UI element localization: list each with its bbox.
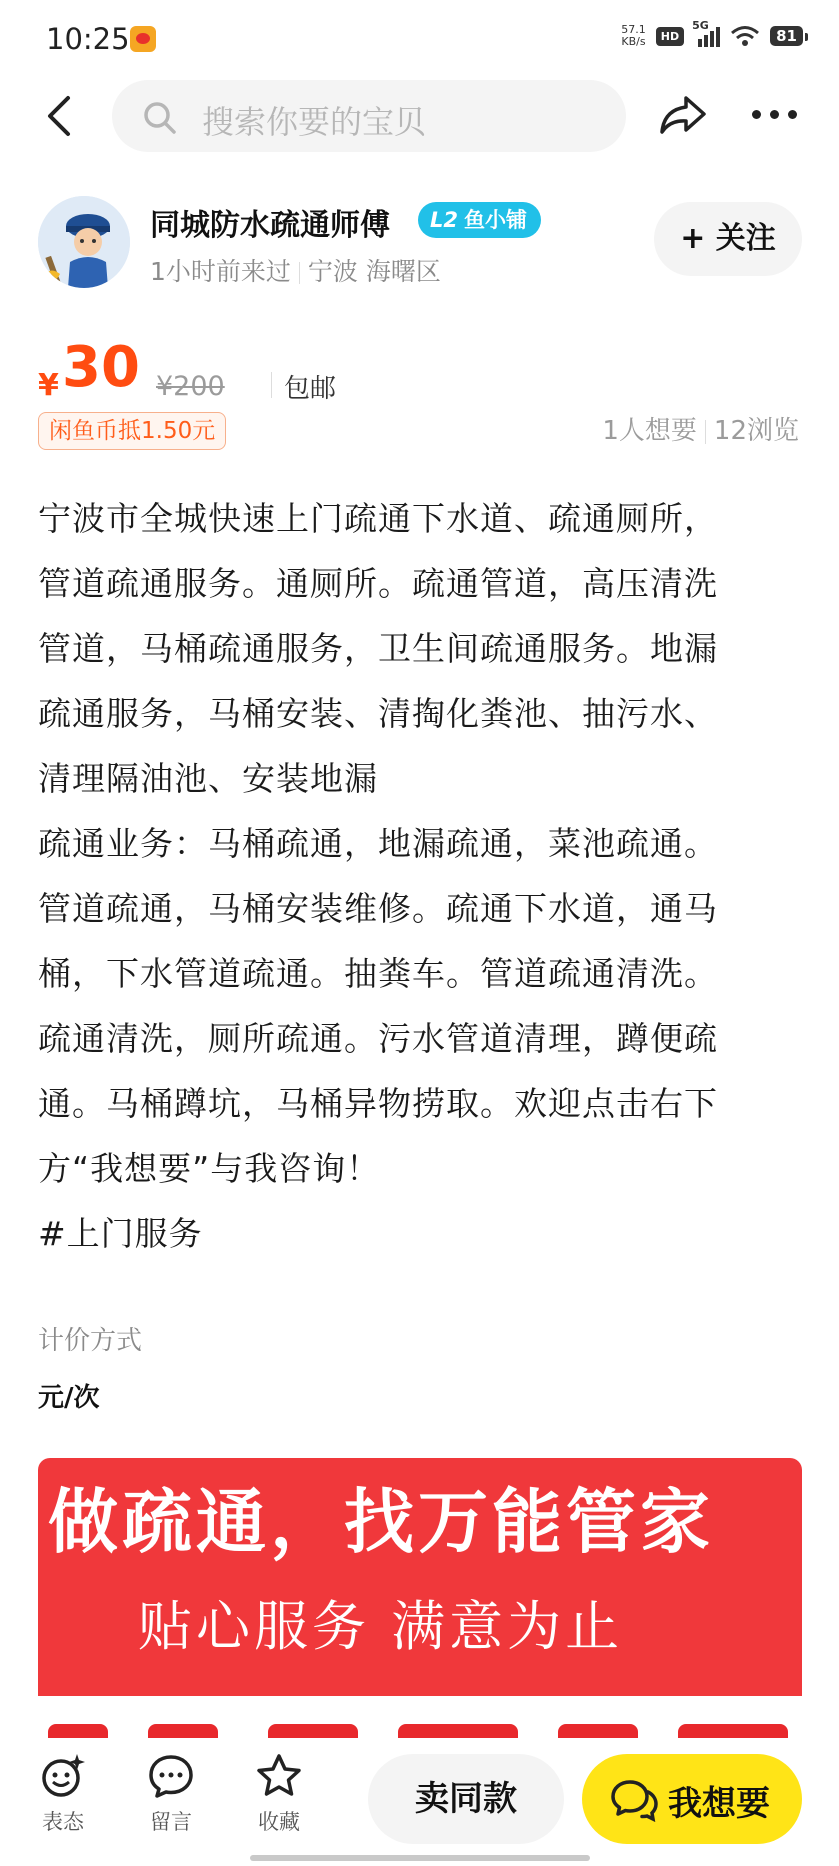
- favorite-button[interactable]: 收藏: [244, 1752, 314, 1836]
- item-description: 宁波市全城快速上门疏通下水道、疏通厕所， 管道疏通服务。通厕所。疏通管道，高压清洗 管道，马桶疏通服务，卫生间疏通服务。地漏 疏通服务，马桶安装、清掏化粪池、抽污水、 清理隔油池、安装地漏 疏通业务：马桶疏通，地漏疏通，菜池疏通。 管道疏通，马桶安装维修。疏通下水道，通马 桶，下水管道疏通。抽粪车。管道疏通清洗。 疏通清洗，厕所疏通。污水管道清理，蹲便疏 通。马桶蹲坑，马桶异物捞取。欢迎点击右下 方“我想要”与我咨询！ #上门服务: [38, 499, 718, 1253]
- pricing-method-label: 计价方式: [38, 1326, 143, 1356]
- status-indicators: [621, 19, 803, 48]
- banner-subline: 贴心服务 满意为止: [138, 1595, 624, 1658]
- weibo-notification-icon: [130, 26, 156, 52]
- network-type: 5G: [692, 19, 709, 32]
- product-image[interactable]: [38, 1458, 802, 1696]
- coin-discount-tag: 闲鱼币抵1.50元: [38, 412, 226, 450]
- plumber-avatar-icon: [38, 196, 130, 288]
- comment-icon: [147, 1752, 195, 1800]
- bottom-action-bar: [0, 1738, 839, 1866]
- search-input[interactable]: [112, 80, 626, 152]
- want-button[interactable]: 我想要: [582, 1754, 802, 1844]
- star-icon: [255, 1752, 303, 1800]
- pricing-method-value: 元/次: [38, 1383, 100, 1413]
- hd-icon: HD: [656, 27, 684, 46]
- view-count: 12浏览: [713, 416, 799, 446]
- reaction-icon: [39, 1752, 87, 1800]
- shop-level-badge[interactable]: L2 鱼小铺: [418, 202, 541, 238]
- currency-symbol: ¥: [38, 368, 59, 403]
- seller-meta: [150, 252, 441, 288]
- back-icon[interactable]: [40, 94, 84, 138]
- sell-same-button[interactable]: 卖同款: [368, 1754, 564, 1844]
- follow-button[interactable]: + 关注: [654, 202, 802, 276]
- wifi-icon: [730, 25, 760, 47]
- shipping-info: 包邮: [284, 374, 337, 404]
- seller-header: [0, 190, 839, 290]
- current-price: 30: [62, 335, 140, 400]
- battery-icon: 81: [770, 26, 803, 46]
- search-icon: [142, 100, 178, 136]
- status-bar: [0, 0, 839, 80]
- seller-location: 宁波 海曙区: [307, 257, 441, 286]
- chat-icon: [610, 1778, 658, 1822]
- seller-avatar[interactable]: [38, 196, 130, 288]
- network-speed: 57.1 KB/s: [621, 23, 646, 48]
- more-options-icon[interactable]: [752, 110, 797, 119]
- reaction-button[interactable]: 表态: [28, 1752, 98, 1836]
- home-indicator[interactable]: [250, 1855, 590, 1861]
- status-time: 10:25: [46, 22, 130, 56]
- top-nav: [0, 80, 839, 152]
- last-seen: 1小时前来过: [150, 257, 291, 286]
- comment-button[interactable]: 留言: [136, 1752, 206, 1836]
- want-count: 1人想要: [602, 416, 697, 446]
- item-stats: [602, 410, 799, 447]
- banner-headline: 做疏通，找万能管家: [48, 1481, 714, 1563]
- original-price: ¥200: [156, 371, 225, 402]
- signal-icon: [692, 19, 720, 47]
- seller-name[interactable]: 同城防水疏通师傅: [150, 208, 390, 243]
- search-placeholder: 搜索你要的宝贝: [202, 103, 427, 141]
- share-icon[interactable]: [658, 92, 708, 138]
